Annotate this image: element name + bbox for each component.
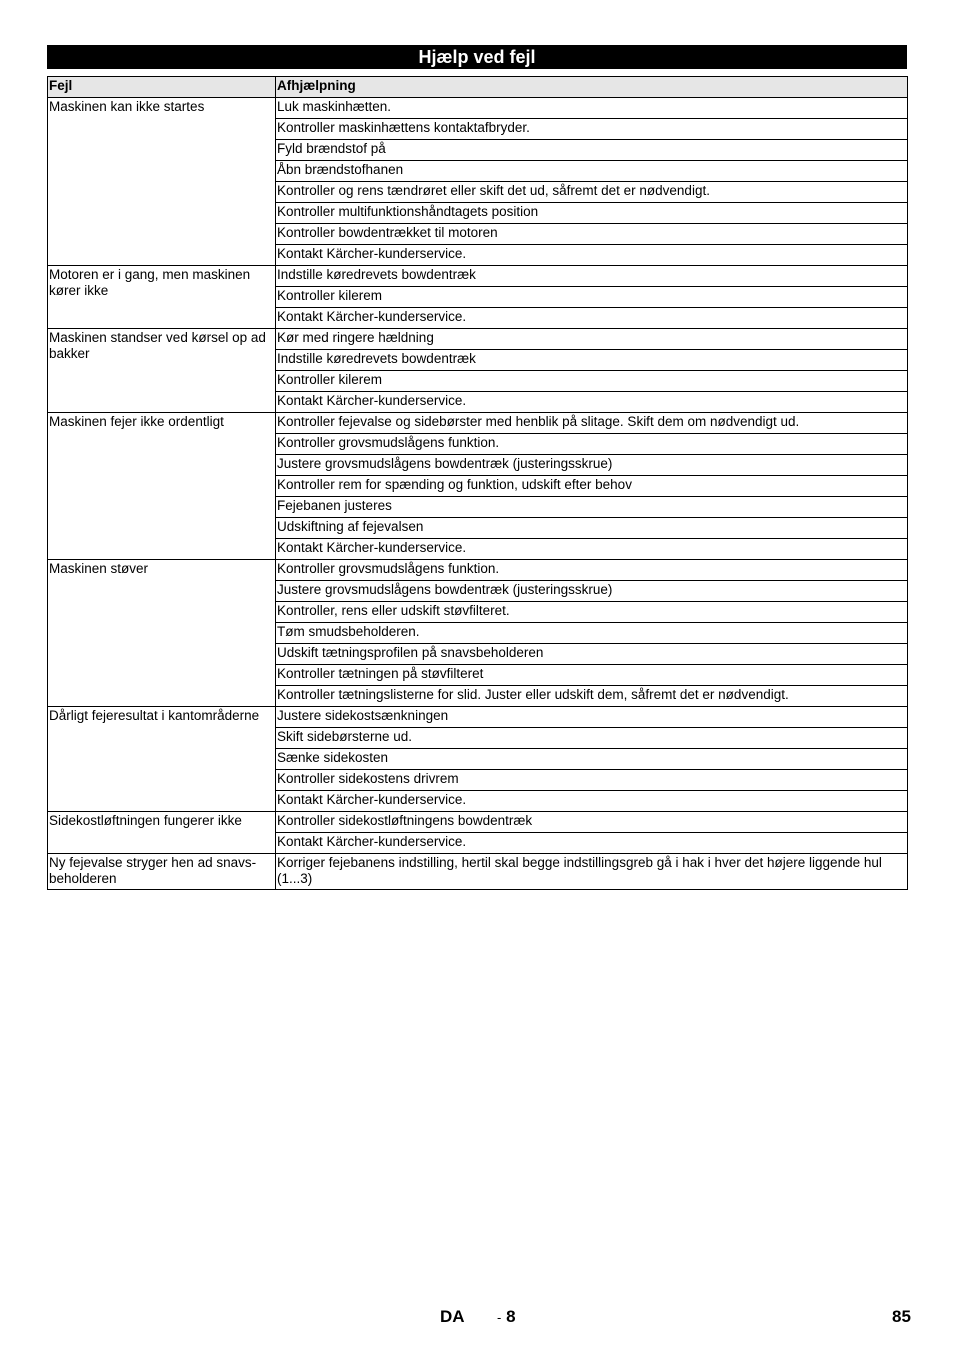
remedy-cell: Kontroller bowdentrækket til motoren [276,224,908,245]
table-row [48,329,908,350]
fault-table [47,76,908,890]
remedy-cell: Kontroller tætningslisterne for slid. Juster eller udskift dem, såfremt det er nødvendigt. [276,686,908,707]
fault-cell: Dårligt fejeresultat i kantområderne [48,707,276,812]
header-remedy: Afhjælpning [276,77,908,98]
table-row [48,560,908,581]
remedy-cell: Kontroller sidekostens drivrem [276,770,908,791]
footer-section-number: 8 [506,1307,516,1326]
remedy-cell: Kontroller multifunktionshåndtagets position [276,203,908,224]
remedy-cell: Justere sidekostsænkningen [276,707,908,728]
remedy-cell: Skift sidebørsterne ud. [276,728,908,749]
remedy-cell: Kontakt Kärcher-kunderservice. [276,245,908,266]
remedy-cell: Kontroller sidekostløftningens bowdentræk [276,812,908,833]
remedy-cell: Kontroller maskinhættens kontaktafbryder. [276,119,908,140]
remedy-cell: Kør med ringere hældning [276,329,908,350]
table-row [48,413,908,434]
remedy-cell: Kontroller grovsmudslågens funktion. [276,434,908,455]
remedy-cell: Åbn brændstofhanen [276,161,908,182]
remedy-cell: Kontroller og rens tændrøret eller skift det ud, såfremt det er nødvendigt. [276,182,908,203]
header-fault: Fejl [48,77,276,98]
remedy-cell: Fejebanen justeres [276,497,908,518]
remedy-cell: Udskift tætningsprofilen på snavsbeholderen [276,644,908,665]
remedy-cell: Kontakt Kärcher-kunderservice. [276,791,908,812]
page-title: Hjælp ved fejl [47,45,907,69]
remedy-cell: Kontroller kilerem [276,287,908,308]
table-row [48,98,908,119]
table-row [48,854,908,890]
remedy-cell: Justere grovsmudslågens bowdentræk (justeringsskrue) [276,455,908,476]
footer-language: DA [440,1307,465,1326]
remedy-cell: Kontroller, rens eller udskift støvfilteret. [276,602,908,623]
remedy-cell: Kontroller tætningen på støvfilteret [276,665,908,686]
remedy-cell: Kontakt Kärcher-kunderservice. [276,539,908,560]
fault-cell: Ny fejevalse stryger hen ad snavs-beholderen [48,854,276,890]
fault-cell: Motoren er i gang, men maskinen kører ikke [48,266,276,329]
fault-cell: Sidekostløftningen fungerer ikke [48,812,276,854]
table-row [48,266,908,287]
remedy-cell: Fyld brændstof på [276,140,908,161]
remedy-cell: Indstille køredrevets bowdentræk [276,350,908,371]
table-row [48,812,908,833]
fault-cell: Maskinen støver [48,560,276,707]
table-row [48,707,908,728]
fault-cell: Maskinen fejer ikke ordentligt [48,413,276,560]
remedy-cell: Udskiftning af fejevalsen [276,518,908,539]
remedy-cell: Tøm smudsbeholderen. [276,623,908,644]
remedy-cell: Sænke sidekosten [276,749,908,770]
remedy-cell: Kontroller grovsmudslågens funktion. [276,560,908,581]
footer-page-number: 85 [892,1307,911,1326]
fault-cell: Maskinen kan ikke startes [48,98,276,266]
remedy-cell: Korriger fejebanens indstilling, hertil skal begge indstillingsgreb gå i hak i hver det højere liggende hul (1...3) [276,854,908,890]
remedy-cell: Kontroller fejevalse og sidebørster med henblik på slitage. Skift dem om nødvendigt ud. [276,413,908,434]
fault-table-body [48,98,908,890]
table-header-row [48,77,908,98]
remedy-cell: Justere grovsmudslågens bowdentræk (justeringsskrue) [276,581,908,602]
remedy-cell: Kontakt Kärcher-kunderservice. [276,392,908,413]
remedy-cell: Kontroller rem for spænding og funktion, udskift efter behov [276,476,908,497]
remedy-cell: Kontroller kilerem [276,371,908,392]
remedy-cell: Kontakt Kärcher-kunderservice. [276,308,908,329]
fault-cell: Maskinen standser ved kørsel op ad bakker [48,329,276,413]
remedy-cell: Indstille køredrevets bowdentræk [276,266,908,287]
remedy-cell: Kontakt Kärcher-kunderservice. [276,833,908,854]
remedy-cell: Luk maskinhætten. [276,98,908,119]
footer-dash: - [497,1310,502,1325]
footer-section-page [497,1307,516,1327]
